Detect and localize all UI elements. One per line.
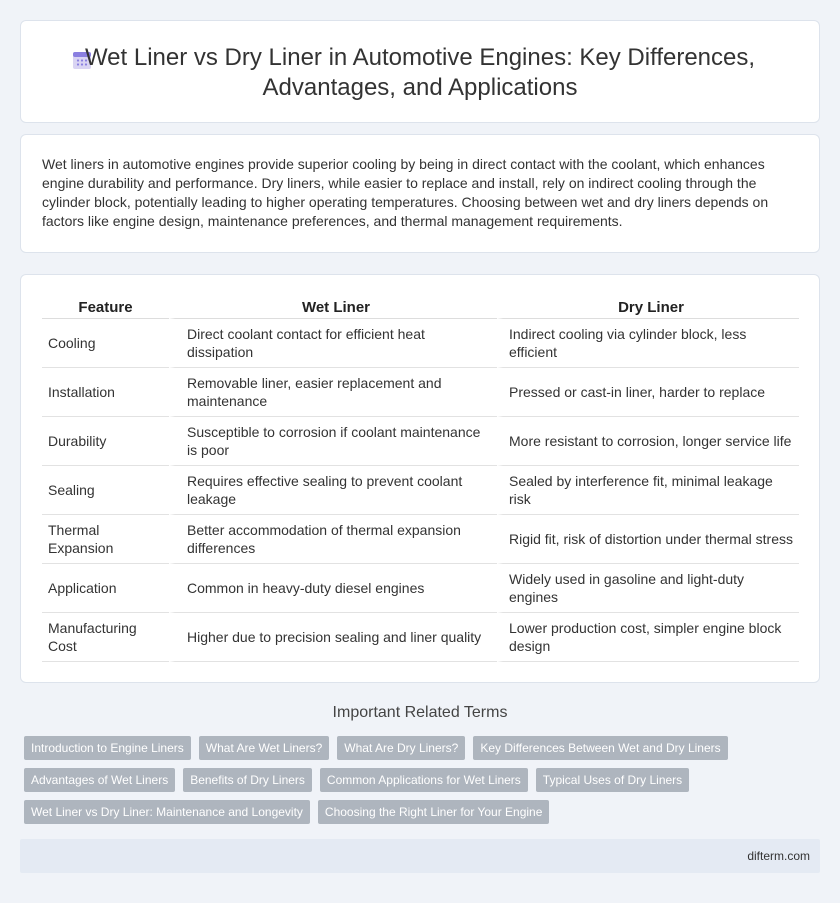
header-dry-liner: Dry Liner xyxy=(497,297,799,319)
related-term-link[interactable]: What Are Dry Liners? xyxy=(337,736,465,760)
related-term-link[interactable]: Common Applications for Wet Liners xyxy=(320,768,528,792)
cell-dry: Sealed by interference fit, minimal leakage risk xyxy=(497,466,799,515)
footer xyxy=(20,839,820,873)
related-term-link[interactable]: Benefits of Dry Liners xyxy=(183,768,312,792)
tag-row xyxy=(24,736,824,760)
intro-card xyxy=(20,134,820,253)
tag-row xyxy=(24,768,824,792)
comparison-table xyxy=(42,297,799,662)
cell-feature: Installation xyxy=(42,368,169,417)
table-header-row xyxy=(42,297,799,319)
header-wet-liner: Wet Liner xyxy=(169,297,497,319)
comparison-card xyxy=(20,274,820,683)
related-terms-list xyxy=(24,736,824,832)
cell-feature: Sealing xyxy=(42,466,169,515)
table-row xyxy=(42,368,799,417)
cell-wet: Requires effective sealing to prevent coolant leakage xyxy=(169,466,497,515)
table-row xyxy=(42,515,799,564)
cell-feature: Durability xyxy=(42,417,169,466)
cell-feature: Thermal Expansion xyxy=(42,515,169,564)
header-card xyxy=(20,20,820,123)
table-row xyxy=(42,417,799,466)
cell-dry: Indirect cooling via cylinder block, less efficient xyxy=(497,319,799,368)
tag-row xyxy=(24,800,824,824)
related-term-link[interactable]: Introduction to Engine Liners xyxy=(24,736,191,760)
cell-dry: Lower production cost, simpler engine block design xyxy=(497,613,799,662)
cell-wet: Susceptible to corrosion if coolant maintenance is poor xyxy=(169,417,497,466)
intro-text: Wet liners in automotive engines provide superior cooling by being in direct contact with the coolant, which enhances engine durability and performance. Dry liners, while easier to replace and install, rely on indirect cooling through the cylinder block, potentially leading to higher operating temperatures. Choosing between wet and dry liners depends on factors like engine design, maintenance preferences, and thermal management requirements. xyxy=(42,156,769,229)
cell-dry: Widely used in gasoline and light-duty engines xyxy=(497,564,799,613)
cell-wet: Higher due to precision sealing and liner quality xyxy=(169,613,497,662)
cell-wet: Direct coolant contact for efficient heat dissipation xyxy=(169,319,497,368)
cell-dry: Rigid fit, risk of distortion under thermal stress xyxy=(497,515,799,564)
related-term-link[interactable]: What Are Wet Liners? xyxy=(199,736,330,760)
related-term-link[interactable]: Key Differences Between Wet and Dry Liners xyxy=(473,736,727,760)
table-row xyxy=(42,564,799,613)
cell-feature: Manufacturing Cost xyxy=(42,613,169,662)
cell-feature: Cooling xyxy=(42,319,169,368)
cell-dry: More resistant to corrosion, longer service life xyxy=(497,417,799,466)
page-title xyxy=(21,43,819,103)
cell-feature: Application xyxy=(42,564,169,613)
page-title-line2: Advantages, and Applications xyxy=(262,74,578,101)
related-term-link[interactable]: Wet Liner vs Dry Liner: Maintenance and Longevity xyxy=(24,800,310,824)
cell-wet: Better accommodation of thermal expansion differences xyxy=(169,515,497,564)
related-term-link[interactable]: Advantages of Wet Liners xyxy=(24,768,175,792)
header-feature: Feature xyxy=(42,297,169,319)
related-term-link[interactable]: Choosing the Right Liner for Your Engine xyxy=(318,800,549,824)
table-row xyxy=(42,466,799,515)
related-term-link[interactable]: Typical Uses of Dry Liners xyxy=(536,768,689,792)
cell-wet: Common in heavy-duty diesel engines xyxy=(169,564,497,613)
table-row xyxy=(42,613,799,662)
footer-site[interactable]: difterm.com xyxy=(747,849,810,863)
page-title-line1: Wet Liner vs Dry Liner in Automotive Engines: Key Differences, xyxy=(84,44,756,71)
table-row xyxy=(42,319,799,368)
related-terms-title: Important Related Terms xyxy=(332,704,508,721)
cell-dry: Pressed or cast-in liner, harder to replace xyxy=(497,368,799,417)
cell-wet: Removable liner, easier replacement and maintenance xyxy=(169,368,497,417)
